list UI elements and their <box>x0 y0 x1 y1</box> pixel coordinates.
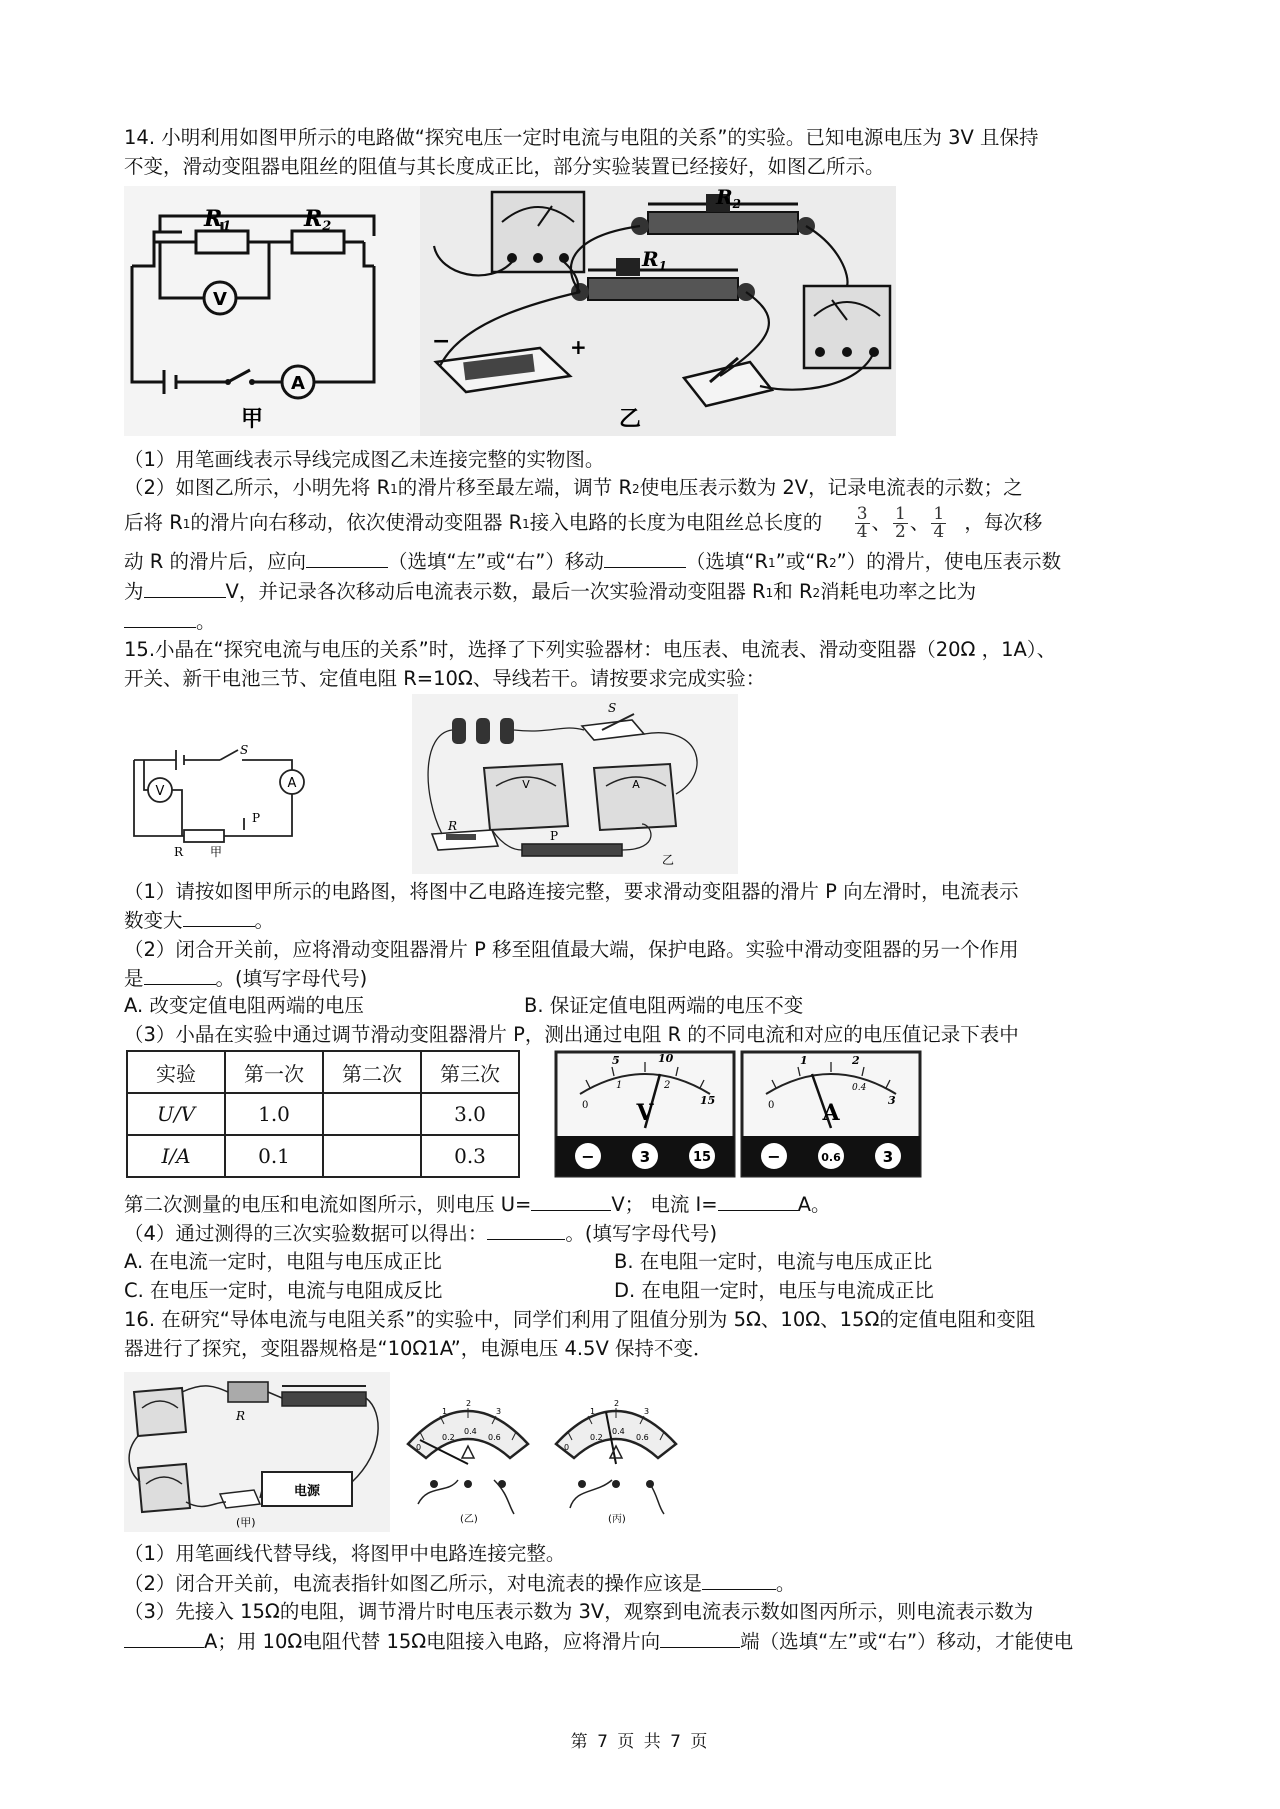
q16-sub3-line-2: A；用 10Ω电阻代替 15Ω电阻接入电路，应将滑片向 端（选填“左”或“右”）移动，才能使电 <box>124 1627 1073 1656</box>
q16-sub1: （1）用笔画线代替导线，将图甲中电路连接完整。 <box>124 1542 566 1565</box>
svg-text:−: − <box>581 1147 595 1166</box>
svg-text:5: 5 <box>612 1054 620 1067</box>
svg-text:R2: $R_2$ <box>716 186 741 211</box>
svg-text:V: V <box>522 778 530 791</box>
answer-blank-i[interactable] <box>718 1190 798 1211</box>
svg-text:15: 15 <box>692 1150 712 1165</box>
answer-blank-u[interactable] <box>531 1190 611 1211</box>
q14-voltmeter-photo <box>492 192 584 272</box>
q14-sub2-line-4: 为 V，并记录各次移动后电流表示数，最后一次实验滑动变阻器 $R_1$和 $R_2$消耗电功率之比为 <box>124 577 976 607</box>
svg-text:R2: R2 <box>304 206 332 234</box>
table-header-cell: 第三次 <box>421 1051 519 1093</box>
svg-text:乙: 乙 <box>662 853 675 867</box>
svg-text:2: 2 <box>852 1054 860 1067</box>
q15-figure-jia-circuit <box>124 730 320 860</box>
q16-figure-jia-apparatus <box>124 1372 390 1532</box>
q14-sub1: （1）用笔画线表示导线完成图乙未连接完整的实物图。 <box>124 448 605 471</box>
q15-data-table <box>126 1050 520 1178</box>
q16-sub3-line-1: （3）先接入 15Ω的电阻，调节滑片时电压表示数为 3V，观察到电流表示数如图丙所示，则电流表示数为 <box>124 1600 1034 1623</box>
svg-text:1: 1 <box>800 1054 808 1067</box>
q16-sub2: （2）闭合开关前，电流表指针如图乙所示，对电流表的操作应该是 。 <box>124 1569 795 1598</box>
fraction-1-2: $\frac{1}{2}$ <box>895 504 906 542</box>
svg-text:V: V <box>636 1100 654 1126</box>
svg-text:0: 0 <box>768 1100 775 1111</box>
table-cell[interactable] <box>323 1093 421 1135</box>
svg-text:A: A <box>632 778 640 791</box>
svg-text:+: + <box>570 335 587 359</box>
table-cell: 3.0 <box>421 1093 519 1135</box>
svg-text:3: 3 <box>496 1407 502 1416</box>
svg-text:0.6: 0.6 <box>821 1151 841 1164</box>
fraction-1-4: $\frac{1}{4}$ <box>933 504 945 542</box>
q15-option-4c: C. 在电压一定时，电流与电阻成反比 <box>124 1279 443 1302</box>
answer-blank-connect[interactable] <box>183 906 255 927</box>
answer-blank-ammeter-op[interactable] <box>702 1569 776 1590</box>
svg-text:0.4: 0.4 <box>852 1083 867 1093</box>
svg-text:(乙): (乙) <box>460 1514 478 1524</box>
svg-text:1: 1 <box>616 1080 623 1091</box>
q15-sub2-line-1: （2）闭合开关前，应将滑动变阻器滑片 P 移至阻值最大端，保护电路。实验中滑动变阻器的另一个作用 <box>124 938 1019 961</box>
answer-blank-conclusion[interactable] <box>487 1219 565 1240</box>
q14-figure-yi-apparatus <box>420 186 896 436</box>
svg-text:2: 2 <box>466 1399 472 1408</box>
svg-text:S: S <box>608 701 617 715</box>
svg-text:0.4: 0.4 <box>464 1427 477 1436</box>
svg-text:V: V <box>213 289 227 310</box>
q15-option-4a: A. 在电流一定时，电阻与电压成正比 <box>124 1250 442 1273</box>
svg-text:3: 3 <box>639 1148 651 1166</box>
svg-text:S: S <box>240 743 249 757</box>
svg-text:A: A <box>291 373 305 394</box>
table-cell: U/V <box>127 1093 225 1135</box>
svg-text:15: 15 <box>700 1094 716 1107</box>
q15-figure-yi-apparatus <box>412 694 738 874</box>
q14-stem-line-1: 14. 小明利用如图甲所示的电路做“探究电压一定时电流与电阻的关系”的实验。已知电源电压为 3V 且保持 <box>124 126 1039 149</box>
q15-option-b: B. 保证定值电阻两端的电压不变 <box>524 994 804 1017</box>
q14-sub2-line-5: 。 <box>124 607 216 636</box>
q14-figure-jia-circuit <box>124 186 420 436</box>
answer-blank-slide-direction[interactable] <box>660 1627 740 1648</box>
table-header-cell: 实验 <box>127 1051 225 1093</box>
table-header-cell: 第二次 <box>323 1051 421 1093</box>
q15-sub3-line-2: 第二次测量的电压和电流如图所示，则电压 U= V； 电流 I= A。 <box>124 1190 830 1219</box>
table-cell[interactable] <box>323 1135 421 1177</box>
q14-sub2-line-2: 后将 $R_1$的滑片向右移动，依次使滑动变阻器 $R_1$接入电路的长度为电阻丝总长度的 $\frac{3}{4}$ 、 $\frac{1}{2}$ 、 $\frac{1}{4}$ ，每次移 <box>124 504 1043 542</box>
answer-blank-power-ratio[interactable] <box>124 607 196 628</box>
svg-text:P: P <box>252 811 261 825</box>
svg-text:0.4: 0.4 <box>612 1427 625 1436</box>
table-row <box>127 1093 519 1135</box>
svg-text:1: 1 <box>442 1407 448 1416</box>
answer-blank-rheostat[interactable] <box>604 547 686 568</box>
svg-text:甲: 甲 <box>240 407 264 432</box>
q15-voltmeter-photo <box>484 764 568 830</box>
q15-ammeter-dial <box>740 1050 922 1180</box>
q15-sub1-line-2: 数变大 。 <box>124 906 274 935</box>
svg-text:3: 3 <box>882 1148 894 1166</box>
q14-sub2-line-3: 动 R 的滑片后，应向 （选填“左”或“右”）移动 （选填“$R_1$”或“$R_2$”）的滑片，使电压表示数 <box>124 547 1061 577</box>
q14-ammeter-photo <box>804 286 890 368</box>
svg-text:R: R <box>448 819 458 833</box>
svg-text:2: 2 <box>664 1080 671 1091</box>
q15-option-4d: D. 在电阻一定时，电压与电流成正比 <box>614 1279 934 1302</box>
svg-text:0.2: 0.2 <box>442 1433 455 1442</box>
svg-text:0.6: 0.6 <box>636 1433 649 1442</box>
svg-text:10: 10 <box>658 1052 674 1065</box>
table-row <box>127 1135 519 1177</box>
svg-text:1: 1 <box>590 1407 596 1416</box>
svg-text:(甲): (甲) <box>236 1516 256 1529</box>
svg-text:0: 0 <box>564 1443 570 1452</box>
table-cell: 1.0 <box>225 1093 323 1135</box>
svg-text:V: V <box>155 784 165 799</box>
table-row <box>127 1051 519 1093</box>
q14-stem-line-2: 不变，滑动变阻器电阻丝的阻值与其长度成正比，部分实验装置已经接好，如图乙所示。 <box>124 155 885 178</box>
svg-text:R1: $R_1$ <box>642 247 667 273</box>
svg-text:P: P <box>550 829 559 843</box>
q16-stem-line-2: 器进行了探究，变阻器规格是“10Ω1A”，电源电压 4.5V 保持不变． <box>124 1337 713 1360</box>
q15-stem-line-1: 15.小晶在“探究电流与电压的关系”时，选择了下列实验器材：电压表、电流表、滑动变阻器（20Ω ，1A）、 <box>124 638 1057 661</box>
q15-voltmeter-dial <box>554 1050 736 1180</box>
table-cell: 0.3 <box>421 1135 519 1177</box>
svg-text:3: 3 <box>644 1407 650 1416</box>
table-cell: 0.1 <box>225 1135 323 1177</box>
table-header-cell: 第一次 <box>225 1051 323 1093</box>
svg-text:A: A <box>287 776 297 791</box>
svg-text:R1: R1 <box>204 206 232 234</box>
svg-text:R: R <box>236 1409 246 1423</box>
q15-sub1-line-1: （1）请按如图甲所示的电路图，将图中乙电路连接完整，要求滑动变阻器的滑片 P 向左滑时，电流表示 <box>124 880 1019 903</box>
svg-text:0.6: 0.6 <box>488 1433 501 1442</box>
svg-text:0.2: 0.2 <box>590 1433 603 1442</box>
svg-text:0: 0 <box>582 1100 589 1111</box>
q15-sub3-line-1: （3）小晶在实验中通过调节滑动变阻器滑片 P，测出通过电阻 R 的不同电流和对应的电压值记录下表中 <box>124 1023 1019 1046</box>
q14-sub2-line-1: （2）如图乙所示，小明先将 $R_1$的滑片移至最左端，调节 $R_2$使电压表示数为 2V，记录电流表的示数；之 <box>124 476 1023 499</box>
svg-text:R: R <box>174 845 184 859</box>
page-footer: 第 7 页 共 7 页 <box>570 1732 710 1752</box>
svg-text:−: − <box>767 1147 781 1166</box>
q15-sub4: （4）通过测得的三次实验数据可以得出： 。(填写字母代号) <box>124 1219 717 1248</box>
svg-text:3: 3 <box>888 1094 896 1107</box>
answer-blank-current[interactable] <box>124 1627 204 1648</box>
svg-text:(丙): (丙) <box>608 1514 626 1524</box>
q15-stem-line-2: 开关、新干电池三节、定值电阻 R=10Ω、导线若干。请按要求完成实验： <box>124 667 766 690</box>
table-cell: I/A <box>127 1135 225 1177</box>
q16-voltmeter-photo <box>134 1388 186 1436</box>
q15-option-4b: B. 在电阻一定时，电流与电压成正比 <box>614 1250 933 1273</box>
svg-text:电源: 电源 <box>293 1484 321 1499</box>
svg-text:A: A <box>822 1100 840 1126</box>
answer-blank-voltage[interactable] <box>144 577 226 598</box>
svg-text:−: − <box>432 329 451 354</box>
q16-stem-line-1: 16. 在研究“导体电流与电阻关系”的实验中，同学们利用了阻值分别为 5Ω、10Ω、15Ω的定值电阻和变阻 <box>124 1308 1036 1331</box>
q16-figure-yi-ammeter <box>398 1384 538 1524</box>
q15-ammeter-photo <box>594 764 676 830</box>
svg-text:乙: 乙 <box>618 407 642 432</box>
q15-sub2-line-2: 是 。(填写字母代号) <box>124 964 367 993</box>
svg-text:甲: 甲 <box>210 845 223 859</box>
fraction-3-4: $\frac{3}{4}$ <box>856 504 868 542</box>
q16-figure-bing-ammeter <box>546 1384 686 1524</box>
q15-option-a: A. 改变定值电阻两端的电压 <box>124 994 364 1017</box>
svg-text:0: 0 <box>416 1443 422 1452</box>
q16-ammeter-photo <box>138 1464 190 1512</box>
svg-text:2: 2 <box>614 1399 620 1408</box>
answer-blank-rheostat-role[interactable] <box>144 964 216 985</box>
answer-blank-direction[interactable] <box>306 547 388 568</box>
